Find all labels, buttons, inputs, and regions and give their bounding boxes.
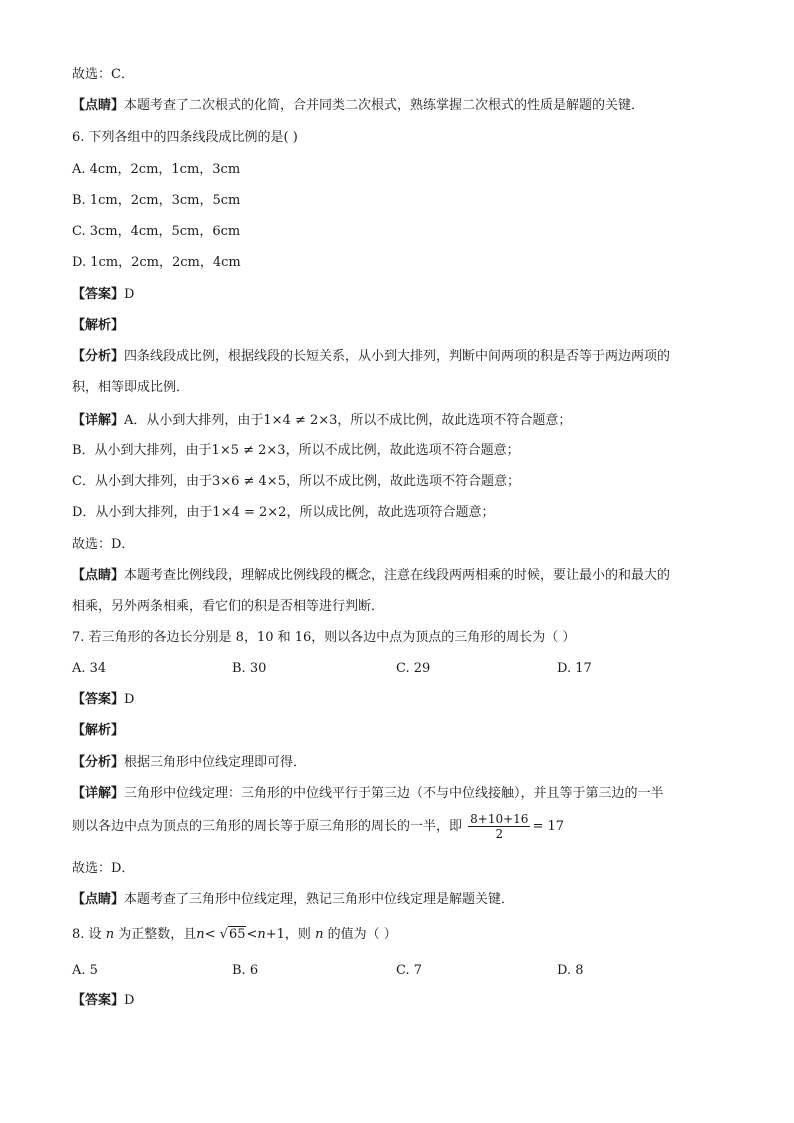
q6-option-b: B. 1cm，2cm，3cm，5cm <box>72 193 241 208</box>
q6-detail-c: C．从小到大排列，由于3×6 ≠ 4×5，所以不成比例，故此选项不符合题意； <box>72 474 520 489</box>
detail-tag: 【详解】 <box>72 786 125 801</box>
q7-answer <box>72 691 134 709</box>
q8-options <box>72 962 732 980</box>
comment-tag: 【点睛】 <box>72 98 125 113</box>
q7-analysis-tag: 【解析】 <box>72 723 125 738</box>
detail-tag: 【详解】 <box>72 413 125 428</box>
stem-part: 8. 设 <box>72 927 102 942</box>
fenxi-text: 四条线段成比例，根据线段的长短关系，从小到大排列，判断中间两项的积是否等于两边两项的 <box>124 349 671 364</box>
q6-detail-b: B．从小到大排列，由于1×5 ≠ 2×3，所以不成比例，故此选项不符合题意； <box>72 443 520 458</box>
fraction-result: = 17 <box>532 819 565 834</box>
comment-text: 本题考查了三角形中位线定理，熟记三角形中位线定理是解题关键． <box>124 892 515 907</box>
var-n: n <box>105 927 115 942</box>
q7-option-d: D. 17 <box>557 661 592 676</box>
q8-stem <box>72 926 397 944</box>
q6-comment <box>72 567 670 585</box>
q6-option-d: D. 1cm，2cm，2cm，4cm <box>72 255 241 270</box>
fenxi-tag: 【分析】 <box>72 349 125 364</box>
q6-fenxi-cont: 积，相等即成比例． <box>72 380 190 395</box>
q7-comment <box>72 891 514 909</box>
var-n: n <box>315 927 324 942</box>
less-than: < <box>246 927 258 942</box>
detail-text: 则以各边中点为顶点的三角形的周长等于原三角形的周长的一半，即 <box>72 819 463 834</box>
q8-option-c: C. 7 <box>396 963 423 978</box>
q7-detail-1 <box>72 785 664 803</box>
fraction <box>468 812 530 841</box>
answer-value: D <box>124 993 135 1008</box>
answer-tag: 【答案】 <box>72 993 125 1008</box>
q7-option-a: A. 34 <box>72 661 107 676</box>
q7-detail-2 <box>72 812 564 842</box>
q6-option-a: A. 4cm，2cm，1cm，3cm <box>72 162 241 177</box>
q6-conclusion: 故选：D． <box>72 537 135 552</box>
radicand: 65 <box>228 927 246 942</box>
q7-fenxi <box>72 754 306 772</box>
q8-option-b: B. 6 <box>232 963 259 978</box>
q6-detail-d: D．从小到大排列，由于1×4 = 2×2，所以成比例，故此选项符合题意； <box>72 505 495 520</box>
q6-fenxi <box>72 348 670 366</box>
detail-text: A．从小到大排列，由于1×4 ≠ 2×3，所以不成比例，故此选项不符合题意； <box>124 413 572 428</box>
fraction-denominator: 2 <box>495 827 504 841</box>
stem-part: 为正整数，且 <box>118 927 197 942</box>
q6-comment-cont: 相乘，另外两条相乘，看它们的积是否相等进行判断． <box>72 599 385 614</box>
stem-part: +1，则 <box>265 927 311 942</box>
answer-value: D <box>124 287 135 302</box>
q8-answer <box>72 992 134 1010</box>
q8-option-d: D. 8 <box>557 963 584 978</box>
comment-text: 本题考查了二次根式的化简，合并同类二次根式，熟练掌握二次根式的性质是解题的关键． <box>124 98 645 113</box>
fraction-numerator: 8+10+16 <box>470 812 529 826</box>
answer-tag: 【答案】 <box>72 287 125 302</box>
q6-stem: 6. 下列各组中的四条线段成比例的是( ) <box>72 130 298 145</box>
fenxi-tag: 【分析】 <box>72 755 125 770</box>
q7-conclusion: 故选：D． <box>72 861 135 876</box>
stem-part: 的值为（ ） <box>327 927 397 942</box>
q6-answer <box>72 286 134 304</box>
answer-tag: 【答案】 <box>72 692 125 707</box>
fenxi-text: 根据三角形中位线定理即可得． <box>124 755 307 770</box>
q5-conclusion: 故选：C． <box>72 67 134 82</box>
q7-stem: 7. 若三角形的各边长分别是 8，10 和 16，则以各边中点为顶点的三角形的周长为（ ） <box>72 630 576 645</box>
q7-option-c: C. 29 <box>396 661 431 676</box>
q5-comment <box>72 97 644 115</box>
q6-option-c: C. 3cm，4cm，5cm，6cm <box>72 224 241 239</box>
answer-value: D <box>124 692 135 707</box>
q7-options <box>72 660 732 678</box>
detail-text: 三角形中位线定理：三角形的中位线平行于第三边（不与中位线接触），并且等于第三边的一半 <box>124 786 664 801</box>
comment-tag: 【点睛】 <box>72 568 125 583</box>
comment-tag: 【点睛】 <box>72 892 125 907</box>
q6-analysis-tag: 【解析】 <box>72 318 125 333</box>
q7-option-b: B. 30 <box>232 661 267 676</box>
less-than: < <box>204 927 216 942</box>
var-n: n <box>196 927 205 942</box>
q8-option-a: A. 5 <box>72 963 98 978</box>
sqrt-expression: √65 <box>219 927 246 942</box>
comment-text: 本题考查比例线段，理解成比例线段的概念，注意在线段两两相乘的时候，要让最小的和最大的 <box>124 568 671 583</box>
q6-detail-a <box>72 412 571 430</box>
var-n: n <box>257 927 266 942</box>
